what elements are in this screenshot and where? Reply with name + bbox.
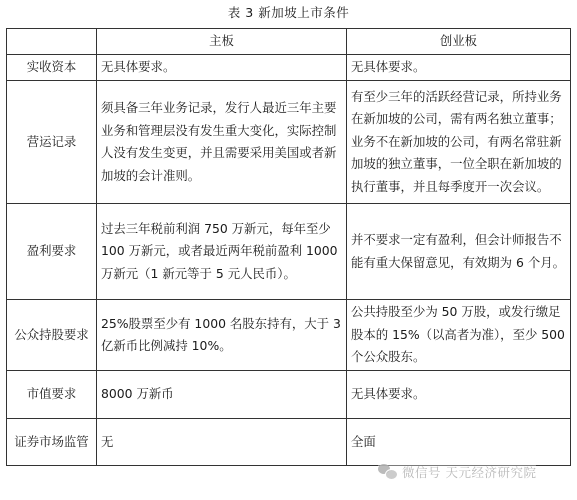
table-row [7, 371, 571, 419]
watermark [378, 459, 536, 485]
table-row [7, 300, 571, 371]
table-row [7, 81, 571, 204]
row-label: 公众持股要求 [7, 300, 97, 371]
table-header-row [7, 29, 571, 55]
catalist-cell: 有至少三年的活跃经营记录，所持业务在新加坡的公司，需有两名独立董事；业务不在新加坡的公司，有两名常驻新加坡的独立董事，一位全职在新加坡的执行董事，并且每季度开一次会议。 [347, 81, 571, 204]
catalist-cell: 并不要求一定有盈利，但会计师报告不能有重大保留意见，有效期为 6 个月。 [347, 204, 571, 300]
table-row [7, 55, 571, 81]
wechat-icon [378, 464, 398, 480]
main-board-cell: 25%股票至少有 1000 名股东持有，大于 3 亿新币比例减持 10%。 [97, 300, 347, 371]
listing-conditions-table [6, 28, 571, 466]
main-board-cell: 8000 万新币 [97, 371, 347, 419]
catalist-cell: 公共持股至少为 50 万股，或发行缴足股本的 15%（以高者为准），至少 500 个公众股东。 [347, 300, 571, 371]
row-label: 盈利要求 [7, 204, 97, 300]
catalist-cell: 无具体要求。 [347, 55, 571, 81]
header-catalist: 创业板 [347, 29, 571, 55]
main-board-cell: 无具体要求。 [97, 55, 347, 81]
watermark-text: 微信号 天元经济研究院 [402, 465, 537, 480]
main-board-cell: 过去三年税前利润 750 万新元，每年至少 100 万新元，或者最近两年税前盈利 1000 万新元（1 新元等于 5 元人民币）。 [97, 204, 347, 300]
row-label: 实收资本 [7, 55, 97, 81]
main-board-cell: 无 [97, 419, 347, 466]
table-row [7, 204, 571, 300]
main-board-cell: 须具备三年业务记录，发行人最近三年主要业务和管理层没有发生重大变化，实际控制人没有发生变更，并且需要采用美国或者新加坡的会计准则。 [97, 81, 347, 204]
row-label: 证券市场监管 [7, 419, 97, 466]
header-main-board: 主板 [97, 29, 347, 55]
row-label: 营运记录 [7, 81, 97, 204]
catalist-cell: 全面 [347, 419, 571, 466]
header-item [7, 29, 97, 55]
catalist-cell: 无具体要求。 [347, 371, 571, 419]
row-label: 市值要求 [7, 371, 97, 419]
table-title: 表 3 新加坡上市条件 [227, 5, 350, 20]
